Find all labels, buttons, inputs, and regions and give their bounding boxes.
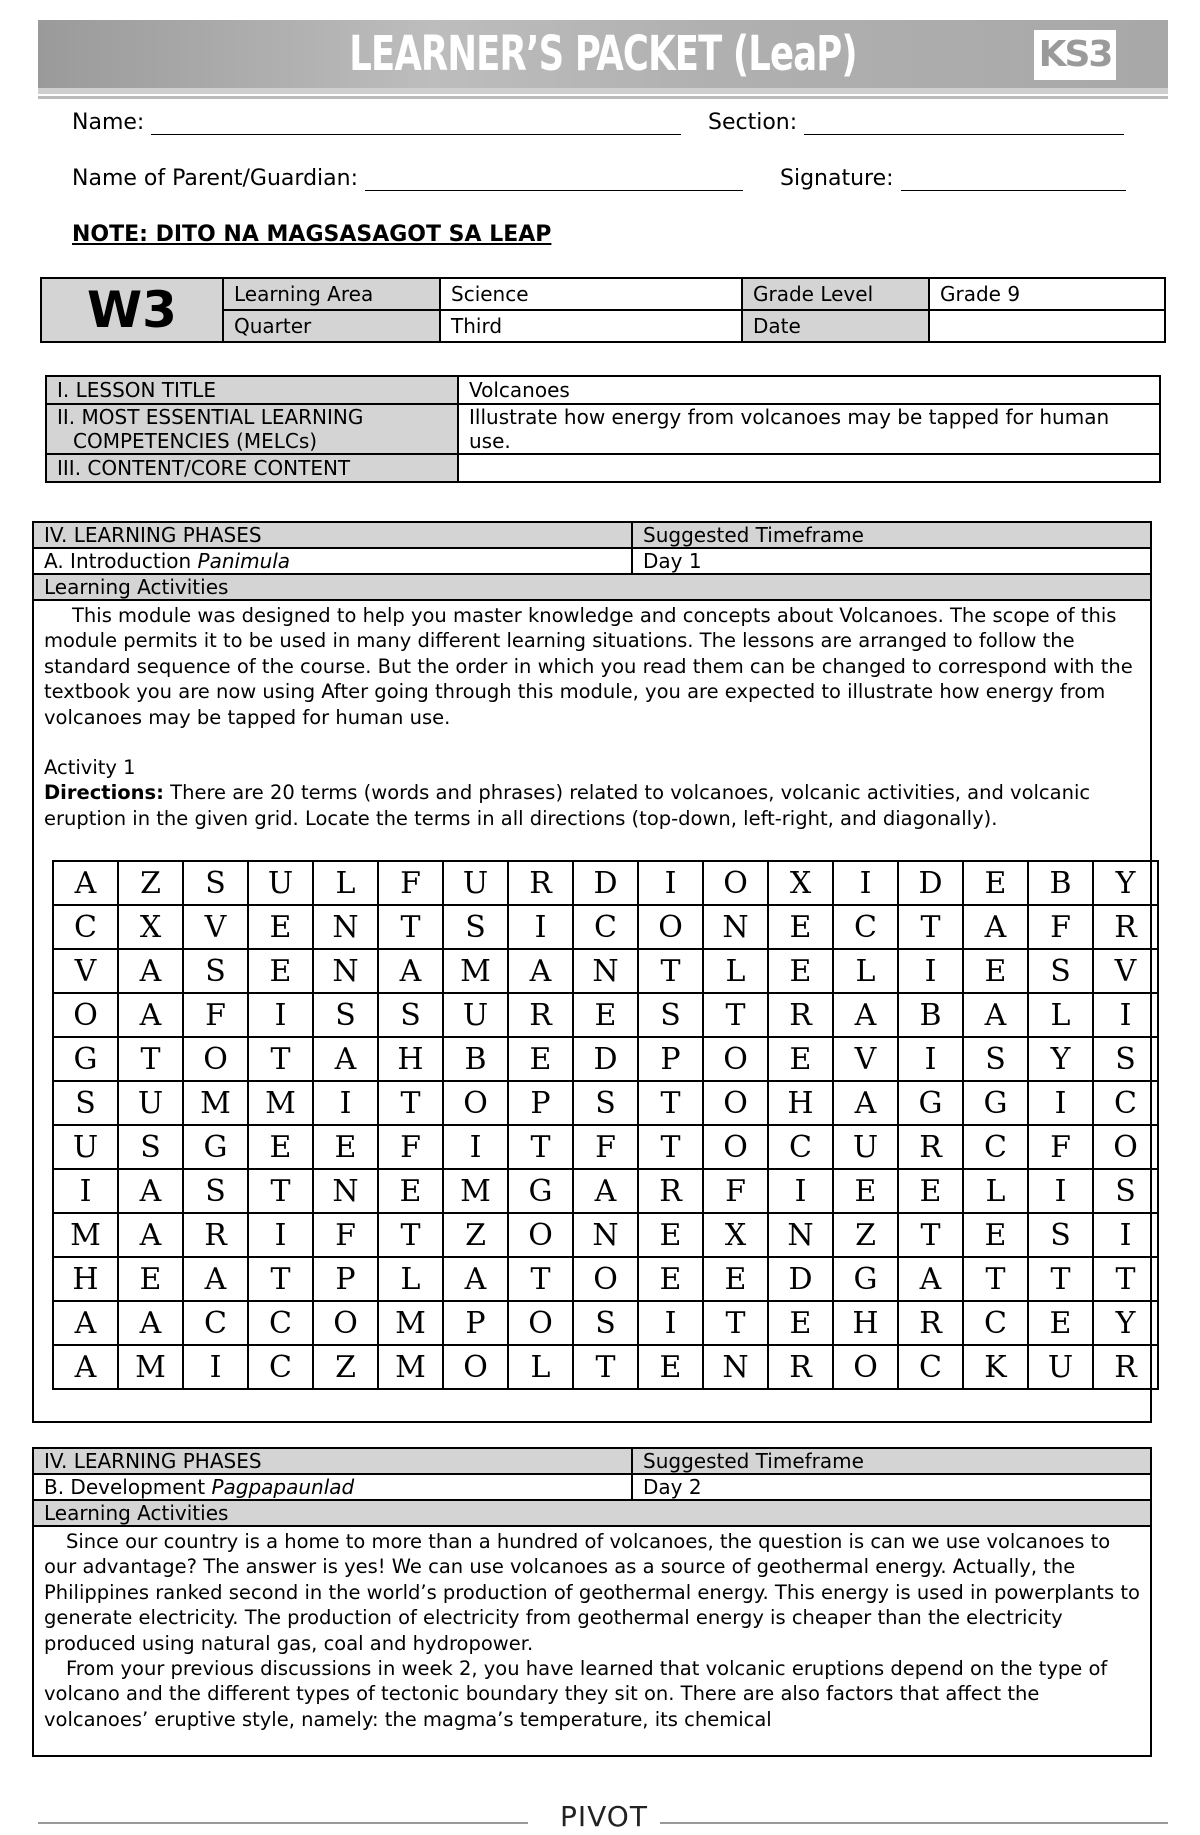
grid-cell[interactable]: O xyxy=(703,1037,768,1081)
grid-cell[interactable]: C xyxy=(53,905,118,949)
date-label: Date xyxy=(742,310,929,342)
grid-cell[interactable]: U xyxy=(833,1125,898,1169)
grid-cell[interactable]: O xyxy=(833,1345,898,1389)
grid-cell[interactable]: Y xyxy=(1093,861,1158,905)
grid-cell[interactable]: F xyxy=(1028,905,1093,949)
grid-cell[interactable]: Z xyxy=(118,861,183,905)
note-text: NOTE: DITO NA MAGSASAGOT SA LEAP xyxy=(72,222,552,247)
grid-cell[interactable]: Y xyxy=(1028,1037,1093,1081)
grid-cell[interactable]: E xyxy=(898,1169,963,1213)
phase-a-activities-row xyxy=(34,575,1150,601)
grid-cell[interactable]: A xyxy=(898,1257,963,1301)
signature-line[interactable] xyxy=(901,168,1126,191)
name-line[interactable] xyxy=(151,112,681,135)
phase-b-day: Day 2 xyxy=(643,1475,702,1499)
grid-cell[interactable]: T xyxy=(703,993,768,1037)
grid-cell[interactable]: O xyxy=(53,993,118,1037)
grid-cell[interactable]: C xyxy=(1093,1081,1158,1125)
grid-cell[interactable]: I xyxy=(248,993,313,1037)
header-rule xyxy=(38,96,1168,99)
grid-cell[interactable]: A xyxy=(183,1257,248,1301)
phase-a-header-row xyxy=(34,523,1150,549)
lesson-table xyxy=(45,375,1161,483)
phase-b-header: IV. LEARNING PHASES xyxy=(34,1449,633,1473)
grid-cell[interactable]: N xyxy=(703,905,768,949)
quarter-label: Quarter xyxy=(223,310,440,342)
grid-cell[interactable]: E xyxy=(768,1037,833,1081)
phase-b-name xyxy=(34,1475,633,1499)
grid-cell[interactable]: I xyxy=(1093,1213,1158,1257)
grid-cell[interactable]: C xyxy=(248,1301,313,1345)
grid-cell[interactable]: A xyxy=(378,949,443,993)
grid-cell[interactable]: E xyxy=(638,1345,703,1389)
melc-label-line2: COMPETENCIES (MELCs) xyxy=(73,429,318,453)
grid-cell[interactable]: C xyxy=(183,1301,248,1345)
grid-cell[interactable]: A xyxy=(53,861,118,905)
grid-cell[interactable]: N xyxy=(768,1213,833,1257)
grid-cell[interactable]: L xyxy=(378,1257,443,1301)
grid-cell[interactable]: G xyxy=(963,1081,1028,1125)
grid-cell[interactable]: T xyxy=(248,1257,313,1301)
grid-cell[interactable]: R xyxy=(898,1301,963,1345)
phase-a-body xyxy=(34,601,1150,831)
grid-cell[interactable]: R xyxy=(638,1169,703,1213)
grid-cell[interactable]: E xyxy=(378,1169,443,1213)
grid-cell[interactable]: I xyxy=(638,861,703,905)
grid-cell[interactable]: T xyxy=(248,1169,313,1213)
grid-cell[interactable]: C xyxy=(248,1345,313,1389)
grid-cell[interactable]: N xyxy=(573,1213,638,1257)
directions xyxy=(44,780,1140,831)
grid-cell[interactable]: V xyxy=(53,949,118,993)
grid-cell[interactable]: I xyxy=(1028,1081,1093,1125)
phase-b-timeframe-label: Suggested Timeframe xyxy=(643,1449,864,1473)
learning-area-value: Science xyxy=(440,278,742,310)
grid-cell[interactable]: L xyxy=(703,949,768,993)
section-label: Section: xyxy=(708,110,798,135)
grid-cell[interactable]: Z xyxy=(313,1345,378,1389)
grid-cell[interactable]: T xyxy=(638,1081,703,1125)
grid-cell[interactable]: E xyxy=(833,1169,898,1213)
grid-cell[interactable]: D xyxy=(573,1037,638,1081)
phase-a-day: Day 1 xyxy=(643,549,702,573)
grid-cell[interactable]: A xyxy=(443,1257,508,1301)
melc-value: Illustrate how energy from volcanoes may be tapped for human use. xyxy=(458,404,1160,454)
phase-b-activities-row xyxy=(34,1501,1150,1527)
grid-cell[interactable]: U xyxy=(443,861,508,905)
grid-cell[interactable]: R xyxy=(508,861,573,905)
grid-cell[interactable]: E xyxy=(768,1301,833,1345)
grid-row xyxy=(53,1169,1158,1213)
signature-label: Signature: xyxy=(780,166,894,191)
phase-a-phase-row xyxy=(34,549,1150,575)
grid-row xyxy=(53,861,1158,905)
packet-title: LEARNER’S PACKET (LeaP) xyxy=(349,26,857,82)
grid-cell[interactable]: A xyxy=(833,993,898,1037)
grid-cell[interactable]: S xyxy=(183,1169,248,1213)
phase-b-activities-label: Learning Activities xyxy=(44,1501,229,1525)
grid-cell[interactable]: T xyxy=(508,1257,573,1301)
grid-cell[interactable]: G xyxy=(183,1125,248,1169)
grid-cell[interactable]: U xyxy=(53,1125,118,1169)
grid-cell[interactable]: M xyxy=(118,1345,183,1389)
grid-cell[interactable]: T xyxy=(898,905,963,949)
phase-b-title: B. Development xyxy=(44,1475,206,1499)
grid-cell[interactable]: L xyxy=(963,1169,1028,1213)
grid-cell[interactable]: M xyxy=(378,1345,443,1389)
parent-field xyxy=(72,166,743,191)
grid-cell[interactable]: T xyxy=(963,1257,1028,1301)
grid-cell[interactable]: E xyxy=(313,1125,378,1169)
grid-cell[interactable]: O xyxy=(443,1081,508,1125)
grid-cell[interactable]: F xyxy=(573,1125,638,1169)
parent-label: Name of Parent/Guardian: xyxy=(72,166,358,191)
name-field xyxy=(72,110,681,135)
grid-cell[interactable]: O xyxy=(703,861,768,905)
grid-cell[interactable]: F xyxy=(183,993,248,1037)
grid-cell[interactable]: M xyxy=(443,949,508,993)
grid-cell[interactable]: E xyxy=(573,993,638,1037)
grid-row xyxy=(53,1081,1158,1125)
grid-cell[interactable]: T xyxy=(378,1213,443,1257)
grid-cell[interactable]: A xyxy=(118,1169,183,1213)
grid-row xyxy=(53,1213,1158,1257)
grid-row xyxy=(53,1125,1158,1169)
grid-row xyxy=(53,949,1158,993)
grid-cell[interactable]: M xyxy=(53,1213,118,1257)
geothermal-paragraph: Since our country is a home to more than a hundred of volcanoes, the question is can we use volcanoes to our advantage? The answer is yes! We can use volcanoes as a source of geothermal energy. Actually, the Philippines ranked second in the world’s production of geothermal energy. This energy is used in powerplants to generate electricity. The production of electricity from geothermal energy is cheaper than the electricity produced using natural gas, coal and hydropower. xyxy=(44,1530,1140,1655)
grid-cell[interactable]: U xyxy=(443,993,508,1037)
grid-row xyxy=(53,1345,1158,1389)
grid-cell[interactable]: M xyxy=(443,1169,508,1213)
grid-cell[interactable]: G xyxy=(898,1081,963,1125)
grid-cell[interactable]: I xyxy=(638,1301,703,1345)
grid-cell[interactable]: B xyxy=(898,993,963,1037)
grid-cell[interactable]: E xyxy=(768,949,833,993)
grid-cell[interactable]: T xyxy=(378,905,443,949)
grade-level-value: Grade 9 xyxy=(929,278,1165,310)
phase-a-activities-label: Learning Activities xyxy=(44,575,229,599)
grid-cell[interactable]: E xyxy=(638,1257,703,1301)
grid-cell[interactable]: L xyxy=(508,1345,573,1389)
grid-cell[interactable]: A xyxy=(53,1301,118,1345)
grid-row xyxy=(53,1037,1158,1081)
grid-cell[interactable]: A xyxy=(313,1037,378,1081)
grid-cell[interactable]: E xyxy=(248,905,313,949)
grid-cell[interactable]: C xyxy=(573,905,638,949)
grid-cell[interactable]: L xyxy=(833,949,898,993)
phase-b-phase-row xyxy=(34,1475,1150,1501)
grid-cell[interactable]: L xyxy=(1028,993,1093,1037)
phase-a-header: IV. LEARNING PHASES xyxy=(34,523,633,547)
grid-cell[interactable]: T xyxy=(703,1301,768,1345)
grid-cell[interactable]: O xyxy=(703,1081,768,1125)
grid-cell[interactable]: R xyxy=(768,993,833,1037)
grid-cell[interactable]: E xyxy=(248,949,313,993)
grid-cell[interactable]: I xyxy=(1093,993,1158,1037)
grid-cell[interactable]: R xyxy=(768,1345,833,1389)
grid-cell[interactable]: I xyxy=(833,861,898,905)
grid-cell[interactable]: E xyxy=(1028,1301,1093,1345)
grid-cell[interactable]: H xyxy=(53,1257,118,1301)
phase-b-title-italic: Pagpapaunlad xyxy=(211,1475,355,1499)
grid-cell[interactable]: U xyxy=(118,1081,183,1125)
grid-cell[interactable]: T xyxy=(508,1125,573,1169)
grid-cell[interactable]: A xyxy=(53,1345,118,1389)
grid-cell[interactable]: M xyxy=(248,1081,313,1125)
grid-cell[interactable]: I xyxy=(768,1169,833,1213)
signature-field xyxy=(780,166,1126,191)
grid-row xyxy=(53,993,1158,1037)
grid-cell[interactable]: O xyxy=(638,905,703,949)
grid-cell[interactable]: S xyxy=(1028,949,1093,993)
grid-cell[interactable]: N xyxy=(573,949,638,993)
grid-cell[interactable]: T xyxy=(573,1345,638,1389)
activity-title: Activity 1 xyxy=(44,756,136,780)
grid-cell[interactable]: V xyxy=(833,1037,898,1081)
name-label: Name: xyxy=(72,110,145,135)
grid-cell[interactable]: S xyxy=(378,993,443,1037)
grid-cell[interactable]: E xyxy=(768,905,833,949)
grid-cell[interactable]: G xyxy=(508,1169,573,1213)
footer-rule-left xyxy=(38,1822,528,1824)
grid-cell[interactable]: U xyxy=(248,861,313,905)
grid-cell[interactable]: T xyxy=(638,949,703,993)
grid-cell[interactable]: I xyxy=(1028,1169,1093,1213)
grid-cell[interactable]: A xyxy=(963,993,1028,1037)
grid-cell[interactable]: N xyxy=(313,949,378,993)
grid-cell[interactable]: O xyxy=(508,1213,573,1257)
grid-cell[interactable]: P xyxy=(638,1037,703,1081)
grid-cell[interactable]: O xyxy=(573,1257,638,1301)
grid-cell[interactable]: L xyxy=(313,861,378,905)
grid-cell[interactable]: R xyxy=(508,993,573,1037)
content-label: III. CONTENT/CORE CONTENT xyxy=(46,454,458,482)
lesson-title-value: Volcanoes xyxy=(458,376,1160,404)
pivot-logo: PIVOT xyxy=(560,1800,648,1833)
grid-cell[interactable]: O xyxy=(443,1345,508,1389)
grid-cell[interactable]: X xyxy=(768,861,833,905)
phase-a-timeframe-label: Suggested Timeframe xyxy=(643,523,864,547)
grid-cell[interactable]: T xyxy=(1093,1257,1158,1301)
grid-cell[interactable]: D xyxy=(898,861,963,905)
grid-cell[interactable]: T xyxy=(248,1037,313,1081)
date-value[interactable] xyxy=(929,310,1165,342)
melc-label xyxy=(46,404,458,454)
grid-cell[interactable]: F xyxy=(313,1213,378,1257)
grid-cell[interactable]: Z xyxy=(833,1213,898,1257)
melc-label-line1: II. MOST ESSENTIAL LEARNING xyxy=(57,405,364,429)
grid-row xyxy=(53,1301,1158,1345)
learning-area-label: Learning Area xyxy=(223,278,440,310)
intro-paragraph: This module was designed to help you master knowledge and concepts about Volcanoes. The scope of this module permits it to be used in many different learning situations. The lessons are arranged to follow the standard sequence of the course. But the order in which you read them can be changed to correspond with the textbook you are now using After going through this module, you are expected to illustrate how energy from volcanoes may be tapped for human use. xyxy=(44,604,1133,729)
grid-cell[interactable]: A xyxy=(118,1213,183,1257)
directions-label: Directions: xyxy=(44,781,164,805)
grid-cell[interactable]: K xyxy=(963,1345,1028,1389)
directions-text: There are 20 terms (words and phrases) related to volcanoes, volcanic activities, and volcanic eruption in the given grid. Locate the terms in all directions (top-down, left-right, and diagonally). xyxy=(44,781,1091,830)
grid-cell[interactable]: A xyxy=(118,1301,183,1345)
section-line[interactable] xyxy=(804,112,1124,135)
grid-cell[interactable]: P xyxy=(508,1081,573,1125)
grid-cell[interactable]: N xyxy=(313,905,378,949)
grid-cell[interactable]: E xyxy=(963,1213,1028,1257)
grid-cell[interactable]: I xyxy=(248,1213,313,1257)
grid-cell[interactable]: S xyxy=(573,1301,638,1345)
grid-cell[interactable]: S xyxy=(53,1081,118,1125)
grid-cell[interactable]: O xyxy=(313,1301,378,1345)
grid-row xyxy=(53,1257,1158,1301)
grid-cell[interactable]: I xyxy=(313,1081,378,1125)
grid-cell[interactable]: F xyxy=(703,1169,768,1213)
grid-cell[interactable]: I xyxy=(443,1125,508,1169)
grid-cell[interactable]: S xyxy=(573,1081,638,1125)
grid-cell[interactable]: R xyxy=(898,1125,963,1169)
grid-cell[interactable]: U xyxy=(1028,1345,1093,1389)
grid-cell[interactable]: G xyxy=(833,1257,898,1301)
grid-cell[interactable]: S xyxy=(118,1125,183,1169)
parent-line[interactable] xyxy=(365,168,743,191)
grid-cell[interactable]: S xyxy=(183,949,248,993)
grid-cell[interactable]: S xyxy=(443,905,508,949)
grade-level-label: Grade Level xyxy=(742,278,929,310)
grid-cell[interactable]: X xyxy=(118,905,183,949)
grid-cell[interactable]: S xyxy=(638,993,703,1037)
grid-cell[interactable]: T xyxy=(118,1037,183,1081)
grid-cell[interactable]: M xyxy=(378,1301,443,1345)
grid-cell[interactable]: S xyxy=(1093,1037,1158,1081)
grid-cell[interactable]: H xyxy=(833,1301,898,1345)
grid-cell[interactable]: Z xyxy=(443,1213,508,1257)
ks3-badge: KS3 xyxy=(1034,30,1116,80)
footer-rule-right xyxy=(660,1822,1168,1824)
grid-cell[interactable]: V xyxy=(1093,949,1158,993)
grid-cell[interactable]: T xyxy=(898,1213,963,1257)
grid-cell[interactable]: P xyxy=(313,1257,378,1301)
grid-cell[interactable]: O xyxy=(1093,1125,1158,1169)
grid-cell[interactable]: E xyxy=(638,1213,703,1257)
grid-cell[interactable]: C xyxy=(963,1125,1028,1169)
grid-cell[interactable]: E xyxy=(703,1257,768,1301)
grid-cell[interactable]: S xyxy=(183,861,248,905)
grid-cell[interactable]: D xyxy=(768,1257,833,1301)
eruption-paragraph: From your previous discussions in week 2, you have learned that volcanic eruptions depend on the type of volcano and the different types of tectonic boundary they sit on. There are also factors that affect the volcanoes’ eruptive style, namely: the magma’s temperature, its chemical xyxy=(44,1657,1108,1731)
grid-cell[interactable]: C xyxy=(768,1125,833,1169)
grid-cell[interactable]: Y xyxy=(1093,1301,1158,1345)
grid-cell[interactable]: E xyxy=(508,1037,573,1081)
grid-cell[interactable]: B xyxy=(443,1037,508,1081)
grid-cell[interactable]: R xyxy=(1093,905,1158,949)
grid-cell[interactable]: C xyxy=(898,1345,963,1389)
grid-cell[interactable]: O xyxy=(183,1037,248,1081)
grid-cell[interactable]: E xyxy=(963,949,1028,993)
grid-cell[interactable]: B xyxy=(1028,861,1093,905)
grid-cell[interactable]: H xyxy=(768,1081,833,1125)
grid-cell[interactable]: I xyxy=(508,905,573,949)
phase-a-title: A. Introduction xyxy=(44,549,192,573)
grid-cell[interactable]: A xyxy=(118,949,183,993)
grid-cell[interactable]: A xyxy=(963,905,1028,949)
grid-cell[interactable]: R xyxy=(1093,1345,1158,1389)
grid-cell[interactable]: T xyxy=(1028,1257,1093,1301)
grid-cell[interactable]: N xyxy=(313,1169,378,1213)
grid-cell[interactable]: O xyxy=(508,1301,573,1345)
week-label: W3 xyxy=(41,278,223,342)
phase-a-title-italic: Panimula xyxy=(197,549,291,573)
content-value xyxy=(458,454,1160,482)
grid-cell[interactable]: D xyxy=(573,861,638,905)
phase-b-header-row xyxy=(34,1449,1150,1475)
grid-cell[interactable]: M xyxy=(183,1081,248,1125)
grid-cell[interactable]: I xyxy=(898,1037,963,1081)
grid-cell[interactable]: T xyxy=(378,1081,443,1125)
grid-cell[interactable]: T xyxy=(638,1125,703,1169)
grid-cell[interactable]: I xyxy=(898,949,963,993)
section-field xyxy=(708,110,1124,135)
grid-cell[interactable]: A xyxy=(508,949,573,993)
grid-cell[interactable]: C xyxy=(963,1301,1028,1345)
grid-cell[interactable]: S xyxy=(963,1037,1028,1081)
grid-cell[interactable]: S xyxy=(1028,1213,1093,1257)
grid-cell[interactable]: A xyxy=(833,1081,898,1125)
phase-b-box xyxy=(32,1447,1152,1757)
header-banner xyxy=(38,20,1168,94)
grid-cell[interactable]: O xyxy=(703,1125,768,1169)
grid-cell[interactable]: S xyxy=(313,993,378,1037)
grid-cell[interactable]: F xyxy=(1028,1125,1093,1169)
grid-cell[interactable]: E xyxy=(963,861,1028,905)
grid-cell[interactable]: C xyxy=(833,905,898,949)
info-table xyxy=(40,277,1166,343)
quarter-value: Third xyxy=(440,310,742,342)
lesson-title-label: I. LESSON TITLE xyxy=(46,376,458,404)
grid-cell[interactable]: N xyxy=(703,1345,768,1389)
grid-cell[interactable]: S xyxy=(1093,1169,1158,1213)
phase-b-body xyxy=(34,1527,1150,1732)
grid-cell[interactable]: X xyxy=(703,1213,768,1257)
grid-cell[interactable]: V xyxy=(183,905,248,949)
grid-cell[interactable]: P xyxy=(443,1301,508,1345)
grid-row xyxy=(53,905,1158,949)
grid-cell[interactable]: F xyxy=(378,861,443,905)
grid-cell[interactable]: H xyxy=(378,1037,443,1081)
grid-cell[interactable]: I xyxy=(183,1345,248,1389)
grid-cell[interactable]: I xyxy=(53,1169,118,1213)
grid-cell[interactable]: E xyxy=(248,1125,313,1169)
word-search-grid xyxy=(52,860,1159,1390)
grid-cell[interactable]: A xyxy=(573,1169,638,1213)
grid-cell[interactable]: F xyxy=(378,1125,443,1169)
grid-cell[interactable]: E xyxy=(118,1257,183,1301)
phase-a-name xyxy=(34,549,633,573)
grid-cell[interactable]: A xyxy=(118,993,183,1037)
grid-cell[interactable]: G xyxy=(53,1037,118,1081)
grid-cell[interactable]: R xyxy=(183,1213,248,1257)
